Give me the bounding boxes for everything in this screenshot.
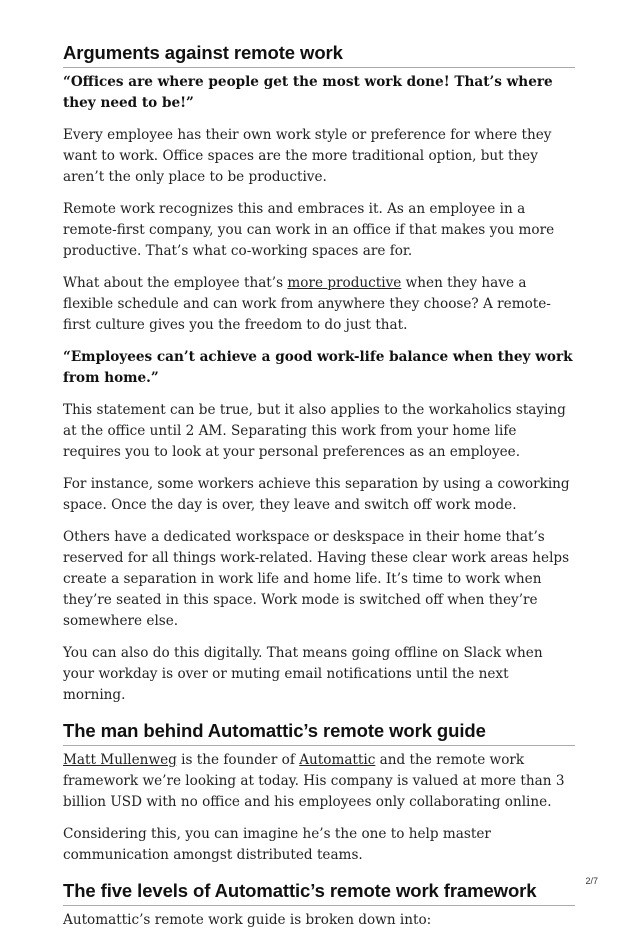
paragraph: Others have a dedicated workspace or deskspace in their home that’s reserved for all things work-related. Having these clear work areas helps create a separation in work life and home life. It’s time to work when they’re seated in this space. Work mode is switched off when they’re somewhere else. [63,529,570,629]
section-heading: The five levels of Automattic’s remote work framework [63,880,575,906]
link-more-productive[interactable]: more productive [287,275,402,291]
paragraph: For instance, some workers achieve this separation by using a coworking space. Once the day is over, they leave and switch off work mode. [63,476,570,513]
text-run: is the founder of [176,752,300,768]
link-matt-mullenweg[interactable]: Matt Mullenweg [63,752,177,768]
section-five-levels [63,880,575,931]
pull-quote-offices: “Offices are where people get the most work done! That’s where they need to be!” [63,74,553,111]
pull-quote-work-life-balance: “Employees can’t achieve a good work-life balance when they work from home.” [63,349,573,386]
paragraph: Considering this, you can imagine he’s the one to help master communication amongst distributed teams. [63,826,491,863]
section-arguments-against-remote-work [63,42,575,706]
text-run: when they have a flexible schedule and can work from anywhere they choose? A remote-first culture gives you the freedom to do just that. [63,275,551,333]
section-heading: Arguments against remote work [63,42,575,68]
paragraph: Every employee has their own work style or preference for where they want to work. Office spaces are the more traditional option, but they aren’t the only place to be productive. [63,127,552,185]
text-run: What about the employee that’s [63,275,288,291]
paragraph: Automattic’s remote work guide is broken down into: [63,912,432,928]
section-man-behind-guide [63,720,575,866]
text-run: and the remote work framework we’re looking at today. His company is valued at more than 3 billion USD with no office and his employees only collaborating online. [63,752,565,810]
paragraph: Remote work recognizes this and embraces it. As an employee in a remote-first company, you can work in an office if that makes you more productive. That’s what co-working spaces are for. [63,201,555,259]
paragraph: You can also do this digitally. That means going offline on Slack when your workday is over or muting email notifications until the next morning. [63,645,543,703]
section-heading: The man behind Automattic’s remote work guide [63,720,575,746]
link-automattic[interactable]: Automattic [299,752,376,768]
paragraph: This statement can be true, but it also applies to the workaholics staying at the office until 2 AM. Separating this work from your home life requires you to look at your personal preferences as an employee. [63,402,566,460]
document-page [63,42,575,945]
page-number: 2/7 [585,876,598,886]
paragraph [63,750,575,813]
paragraph [63,273,575,336]
